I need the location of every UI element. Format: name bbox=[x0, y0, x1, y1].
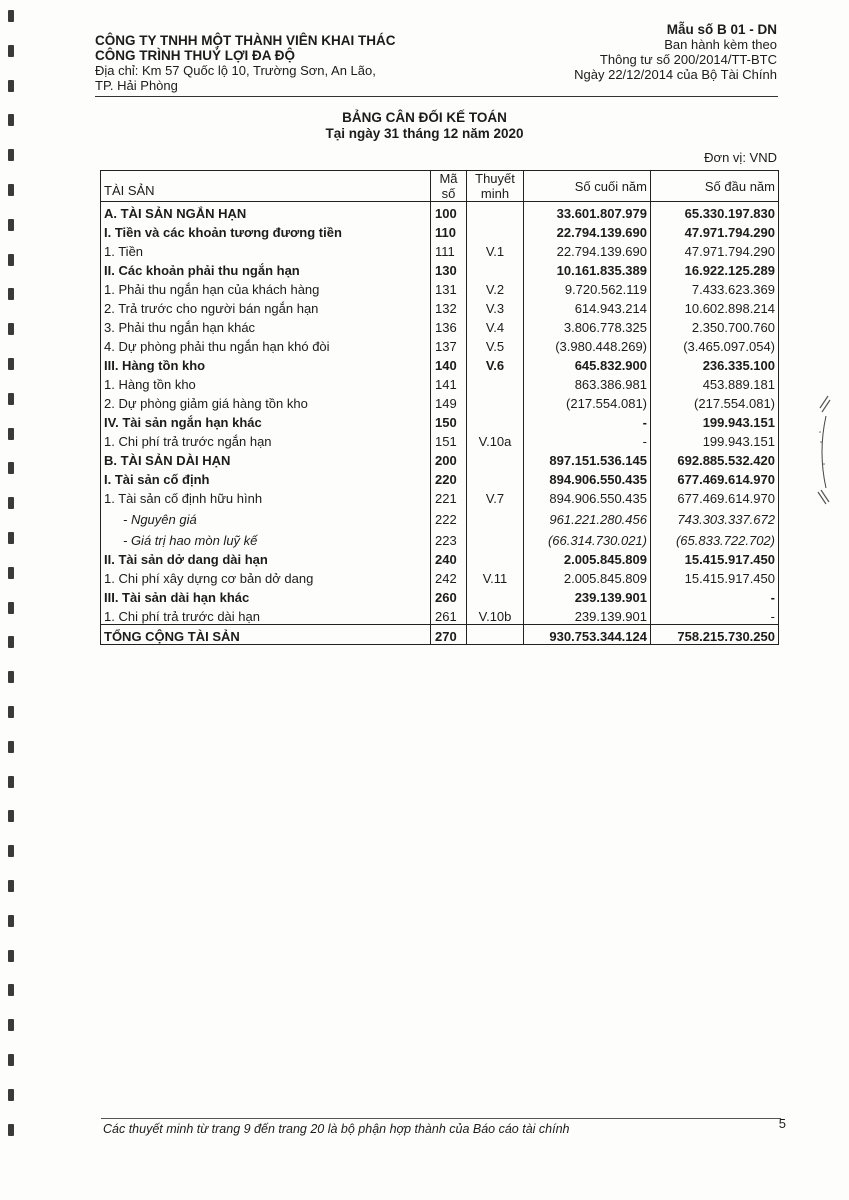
row-start-of-year: 677.469.614.970 bbox=[651, 487, 779, 506]
row-end-of-year: 33.601.807.979 bbox=[524, 202, 651, 222]
table-row bbox=[101, 506, 779, 527]
header-start-of-year: Số đầu năm bbox=[651, 171, 779, 202]
binding-hole bbox=[8, 462, 14, 474]
row-start-of-year: 15.415.917.450 bbox=[651, 567, 779, 586]
row-end-of-year: 2.005.845.809 bbox=[524, 548, 651, 567]
table-row bbox=[101, 373, 779, 392]
row-end-of-year: 897.151.536.145 bbox=[524, 449, 651, 468]
row-note bbox=[467, 468, 524, 487]
binding-hole bbox=[8, 80, 14, 92]
row-label: IV. Tài sản ngắn hạn khác bbox=[101, 411, 431, 430]
row-end-of-year: 614.943.214 bbox=[524, 297, 651, 316]
row-end-of-year: 239.139.901 bbox=[524, 605, 651, 625]
row-code: 141 bbox=[431, 373, 467, 392]
row-note: V.3 bbox=[467, 297, 524, 316]
table-row bbox=[101, 335, 779, 354]
row-note: V.6 bbox=[467, 354, 524, 373]
row-start-of-year: (217.554.081) bbox=[651, 392, 779, 411]
row-start-of-year: (3.465.097.054) bbox=[651, 335, 779, 354]
binding-holes bbox=[8, 0, 22, 1200]
row-end-of-year: 22.794.139.690 bbox=[524, 240, 651, 259]
row-start-of-year: 199.943.151 bbox=[651, 430, 779, 449]
row-code: 261 bbox=[431, 605, 467, 625]
row-start-of-year: 65.330.197.830 bbox=[651, 202, 779, 222]
row-label: 1. Tiền bbox=[101, 240, 431, 259]
row-code: 131 bbox=[431, 278, 467, 297]
row-code: 220 bbox=[431, 468, 467, 487]
binding-hole bbox=[8, 184, 14, 196]
table-row bbox=[101, 527, 779, 548]
row-code: 223 bbox=[431, 527, 467, 548]
footer-divider bbox=[101, 1118, 781, 1119]
row-end-of-year: 961.221.280.456 bbox=[524, 506, 651, 527]
header-code bbox=[431, 171, 467, 202]
row-start-of-year: 677.469.614.970 bbox=[651, 468, 779, 487]
table-header-row bbox=[101, 171, 779, 202]
row-label: A. TÀI SẢN NGẮN HẠN bbox=[101, 202, 431, 222]
binding-hole bbox=[8, 497, 14, 509]
row-end-of-year: - bbox=[524, 430, 651, 449]
row-end-of-year: - bbox=[524, 411, 651, 430]
row-code: 240 bbox=[431, 548, 467, 567]
binding-hole bbox=[8, 880, 14, 892]
row-code: 151 bbox=[431, 430, 467, 449]
company-name-line1: CÔNG TY TNHH MỘT THÀNH VIÊN KHAI THÁC bbox=[95, 33, 396, 48]
row-start-of-year: - bbox=[651, 605, 779, 625]
row-label: 1. Chi phí trả trước dài hạn bbox=[101, 605, 431, 625]
binding-hole bbox=[8, 950, 14, 962]
binding-hole bbox=[8, 602, 14, 614]
row-note: V.11 bbox=[467, 567, 524, 586]
row-note bbox=[467, 373, 524, 392]
row-label: I. Tiền và các khoản tương đương tiền bbox=[101, 221, 431, 240]
row-code: 260 bbox=[431, 586, 467, 605]
row-note: V.4 bbox=[467, 316, 524, 335]
binding-hole bbox=[8, 323, 14, 335]
row-end-of-year: (3.980.448.269) bbox=[524, 335, 651, 354]
total-end-of-year: 930.753.344.124 bbox=[524, 625, 651, 645]
binding-hole bbox=[8, 219, 14, 231]
row-end-of-year: 9.720.562.119 bbox=[524, 278, 651, 297]
binding-hole bbox=[8, 288, 14, 300]
form-number: Mẫu số B 01 - DN bbox=[666, 22, 777, 37]
row-end-of-year: 863.386.981 bbox=[524, 373, 651, 392]
row-label: III. Tài sản dài hạn khác bbox=[101, 586, 431, 605]
issued-line1: Ban hành kèm theo bbox=[664, 37, 777, 52]
row-code: 132 bbox=[431, 297, 467, 316]
table-row bbox=[101, 392, 779, 411]
binding-hole bbox=[8, 428, 14, 440]
row-note: V.10b bbox=[467, 605, 524, 625]
balance-sheet-table bbox=[100, 170, 779, 645]
row-code: 222 bbox=[431, 506, 467, 527]
footer-note: Các thuyết minh từ trang 9 đến trang 20 là bộ phận hợp thành của Báo cáo tài chính bbox=[103, 1122, 570, 1136]
row-note bbox=[467, 202, 524, 222]
table-row bbox=[101, 430, 779, 449]
header-note-line2: minh bbox=[480, 186, 510, 201]
row-code: 221 bbox=[431, 487, 467, 506]
row-label: 4. Dự phòng phải thu ngắn hạn khó đòi bbox=[101, 335, 431, 354]
row-code: 136 bbox=[431, 316, 467, 335]
row-note: V.7 bbox=[467, 487, 524, 506]
table-row bbox=[101, 605, 779, 625]
total-note bbox=[467, 625, 524, 645]
row-label: B. TÀI SẢN DÀI HẠN bbox=[101, 449, 431, 468]
binding-hole bbox=[8, 393, 14, 405]
binding-hole bbox=[8, 45, 14, 57]
company-name-line2: CÔNG TRÌNH THUỶ LỢI ĐA ĐỘ bbox=[95, 48, 296, 63]
table-row bbox=[101, 487, 779, 506]
table-row bbox=[101, 278, 779, 297]
binding-hole bbox=[8, 149, 14, 161]
row-end-of-year: (66.314.730.021) bbox=[524, 527, 651, 548]
header-asset: TÀI SẢN bbox=[101, 171, 431, 202]
total-code: 270 bbox=[431, 625, 467, 645]
table-row bbox=[101, 411, 779, 430]
row-end-of-year: 2.005.845.809 bbox=[524, 567, 651, 586]
row-label: 1. Chi phí trả trước ngắn hạn bbox=[101, 430, 431, 449]
row-note: V.10a bbox=[467, 430, 524, 449]
row-code: 149 bbox=[431, 392, 467, 411]
row-note bbox=[467, 506, 524, 527]
row-start-of-year: - bbox=[651, 586, 779, 605]
table-row bbox=[101, 202, 779, 222]
report-title: BẢNG CÂN ĐỐI KẾ TOÁN bbox=[342, 110, 507, 125]
row-label: 1. Tài sản cố định hữu hình bbox=[101, 487, 431, 506]
row-note: V.5 bbox=[467, 335, 524, 354]
header-code-line1: Mã bbox=[439, 171, 458, 186]
row-start-of-year: 16.922.125.289 bbox=[651, 259, 779, 278]
row-code: 110 bbox=[431, 221, 467, 240]
table-row bbox=[101, 221, 779, 240]
company-address-line2: TP. Hải Phòng bbox=[95, 78, 178, 93]
header-code-line2: số bbox=[441, 186, 456, 201]
page-number: 5 bbox=[778, 1116, 786, 1131]
row-start-of-year: 236.335.100 bbox=[651, 354, 779, 373]
row-label: II. Tài sản dở dang dài hạn bbox=[101, 548, 431, 567]
row-label: - Nguyên giá bbox=[101, 506, 431, 527]
row-label: 1. Phải thu ngắn hạn của khách hàng bbox=[101, 278, 431, 297]
total-label: TỔNG CỘNG TÀI SẢN bbox=[101, 625, 431, 645]
row-end-of-year: 894.906.550.435 bbox=[524, 487, 651, 506]
row-note: V.1 bbox=[467, 240, 524, 259]
row-label: 1. Hàng tồn kho bbox=[101, 373, 431, 392]
binding-hole bbox=[8, 1019, 14, 1031]
report-date: Tại ngày 31 tháng 12 năm 2020 bbox=[325, 126, 524, 141]
row-start-of-year: 2.350.700.760 bbox=[651, 316, 779, 335]
binding-hole bbox=[8, 10, 14, 22]
row-label: 1. Chi phí xây dựng cơ bản dở dang bbox=[101, 567, 431, 586]
table-row bbox=[101, 259, 779, 278]
binding-hole bbox=[8, 358, 14, 370]
table-row bbox=[101, 354, 779, 373]
row-start-of-year: 47.971.794.290 bbox=[651, 240, 779, 259]
row-end-of-year: 10.161.835.389 bbox=[524, 259, 651, 278]
binding-hole bbox=[8, 741, 14, 753]
binding-hole bbox=[8, 636, 14, 648]
row-note bbox=[467, 527, 524, 548]
company-header bbox=[95, 33, 495, 93]
issued-line3: Ngày 22/12/2014 của Bộ Tài Chính bbox=[574, 67, 777, 82]
row-start-of-year: 743.303.337.672 bbox=[651, 506, 779, 527]
row-end-of-year: 645.832.900 bbox=[524, 354, 651, 373]
row-note bbox=[467, 259, 524, 278]
table-row bbox=[101, 567, 779, 586]
header-note bbox=[467, 171, 524, 202]
header-end-of-year: Số cuối năm bbox=[524, 171, 651, 202]
row-note: V.2 bbox=[467, 278, 524, 297]
row-start-of-year: (65.833.722.702) bbox=[651, 527, 779, 548]
table-row bbox=[101, 586, 779, 605]
row-code: 130 bbox=[431, 259, 467, 278]
row-label: 3. Phải thu ngắn hạn khác bbox=[101, 316, 431, 335]
row-start-of-year: 7.433.623.369 bbox=[651, 278, 779, 297]
binding-hole bbox=[8, 810, 14, 822]
row-code: 242 bbox=[431, 567, 467, 586]
total-row bbox=[101, 625, 779, 645]
row-note bbox=[467, 221, 524, 240]
row-label: III. Hàng tồn kho bbox=[101, 354, 431, 373]
row-note bbox=[467, 548, 524, 567]
total-start-of-year: 758.215.730.250 bbox=[651, 625, 779, 645]
row-note bbox=[467, 392, 524, 411]
table-row bbox=[101, 548, 779, 567]
row-end-of-year: (217.554.081) bbox=[524, 392, 651, 411]
header-divider bbox=[95, 96, 778, 97]
header-note-line1: Thuyết bbox=[475, 171, 515, 186]
row-note bbox=[467, 586, 524, 605]
binding-hole bbox=[8, 1089, 14, 1101]
table-row bbox=[101, 468, 779, 487]
row-label: II. Các khoản phải thu ngắn hạn bbox=[101, 259, 431, 278]
binding-hole bbox=[8, 845, 14, 857]
row-start-of-year: 453.889.181 bbox=[651, 373, 779, 392]
row-start-of-year: 47.971.794.290 bbox=[651, 221, 779, 240]
row-note bbox=[467, 411, 524, 430]
row-label: I. Tài sản cố định bbox=[101, 468, 431, 487]
table-row bbox=[101, 316, 779, 335]
row-code: 100 bbox=[431, 202, 467, 222]
row-start-of-year: 199.943.151 bbox=[651, 411, 779, 430]
table-row bbox=[101, 240, 779, 259]
row-end-of-year: 894.906.550.435 bbox=[524, 468, 651, 487]
row-code: 111 bbox=[431, 240, 467, 259]
table-row bbox=[101, 449, 779, 468]
company-address-line1: Địa chỉ: Km 57 Quốc lộ 10, Trường Sơn, An Lão, bbox=[95, 63, 376, 78]
binding-hole bbox=[8, 567, 14, 579]
row-code: 200 bbox=[431, 449, 467, 468]
row-code: 150 bbox=[431, 411, 467, 430]
handwritten-margin-mark bbox=[812, 392, 836, 512]
table-row bbox=[101, 297, 779, 316]
row-end-of-year: 22.794.139.690 bbox=[524, 221, 651, 240]
binding-hole bbox=[8, 706, 14, 718]
binding-hole bbox=[8, 984, 14, 996]
row-end-of-year: 3.806.778.325 bbox=[524, 316, 651, 335]
row-note bbox=[467, 449, 524, 468]
binding-hole bbox=[8, 1054, 14, 1066]
binding-hole bbox=[8, 915, 14, 927]
form-reference bbox=[574, 22, 777, 82]
row-start-of-year: 692.885.532.420 bbox=[651, 449, 779, 468]
issued-line2: Thông tư số 200/2014/TT-BTC bbox=[599, 52, 777, 67]
currency-unit: Đơn vị: VND bbox=[704, 150, 777, 165]
binding-hole bbox=[8, 1124, 14, 1136]
row-end-of-year: 239.139.901 bbox=[524, 586, 651, 605]
binding-hole bbox=[8, 532, 14, 544]
row-code: 140 bbox=[431, 354, 467, 373]
row-label: 2. Trả trước cho người bán ngắn hạn bbox=[101, 297, 431, 316]
binding-hole bbox=[8, 776, 14, 788]
row-start-of-year: 10.602.898.214 bbox=[651, 297, 779, 316]
row-start-of-year: 15.415.917.450 bbox=[651, 548, 779, 567]
row-label: 2. Dự phòng giảm giá hàng tồn kho bbox=[101, 392, 431, 411]
row-code: 137 bbox=[431, 335, 467, 354]
binding-hole bbox=[8, 254, 14, 266]
row-label: - Giá trị hao mòn luỹ kế bbox=[101, 527, 431, 548]
binding-hole bbox=[8, 671, 14, 683]
